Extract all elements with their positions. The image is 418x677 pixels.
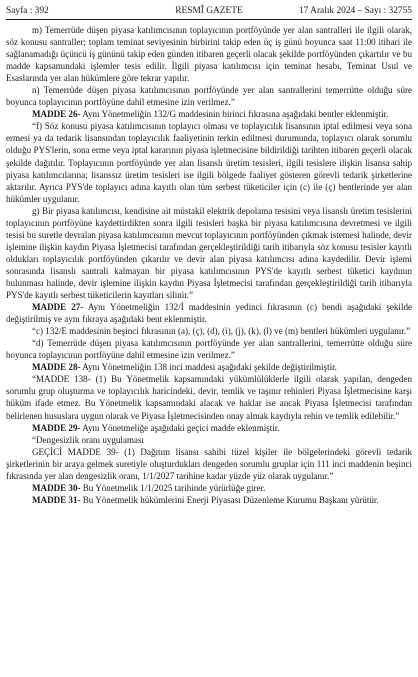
paragraph-item-c: “c) 132/E maddesinin beşinci fıkrasının (a), (ç), (d), (i), (j), (k), (l) ve (m) bentleri hükümleri uygulanır.” — [32, 326, 411, 337]
article-31-heading: MADDE 31- — [32, 494, 81, 505]
article-29: MADDE 29- Aynı Yönetmeliğe aşağıdaki geçici madde eklenmiştir. — [32, 422, 280, 433]
article-26-heading: MADDE 26- — [32, 109, 81, 120]
article-28-heading: MADDE 28- — [32, 362, 81, 373]
article-27: MADDE 27- Aynı Yönetmeliğin 132/İ maddesinin yedinci fıkrasının (c) bendi aşağıdaki şekilde değiştirilmiş ve aynı fıkraya aşağıdaki bent eklenmiştir. — [6, 302, 412, 325]
gazette-title: RESMÎ GAZETE — [175, 6, 243, 16]
provisional-article-title: “Dengesizlik oranı uygulaması — [32, 434, 145, 445]
paragraph-item-n: n) Temerrüde düşen piyasa katılımcısının portföyünde yer alan santrallerini temerrütte olduğu süre boyunca toplayıcının portföyüne dahil etmesine izin verilmez.” — [6, 85, 412, 108]
issue-date-number: 17 Aralık 2024 – Sayı : 32755 — [298, 6, 412, 16]
article-138-text: “MADDE 138- (1) Bu Yönetmelik kapsamındaki yükümlülüklerle ilgili olarak yapılan, dengeden sorumlu grup oluşturma ve toplayıcılık haricindeki, devir, temlik ve taşınır rehinleri Piyasa İşletmecisine karşı hüküm ifade etmez. Bu Yönetmelik kapsamındaki alacak ve haklar ise ancak Piyasa İşletmecisi tarafından belirlenen hususlara uygun olarak ve Piyasa İşletmecisinden onay almak kaydıyla rehin ve temlik edilebilir.” — [6, 374, 412, 421]
header-divider — [6, 19, 412, 20]
article-30: MADDE 30- Bu Yönetmelik 1/1/2025 tarihinde yürürlüğe girer. — [32, 482, 266, 493]
article-27-heading: MADDE 27- — [32, 302, 84, 313]
paragraph-item-g: g) Bir piyasa katılımcısı, kendisine ait müstakil elektrik depolama tesisini veya lisanslı üretim tesislerini toplayıcının portföyüne kaydettirdikten sonra ilgili tesisleri başka bir piyasa katılımcısına devretmesi ve ilgili tesisi bu suretle devralan piyasa katılımcısının mevcut toplayıcının portföyünden çıkmak istemesi halinde, devir işlemine ilişkin kaydın Piyasa İşletmecisi tarafından gerçekleştirildiği tarih itibarıyla söz konusu tesisler kayıtlı oldukları toplayıcılık portföyünden çıkarılır ve devir alan piyasa katılımcısı adına kaydedilir. Devir işlemi sonrasında lisanslı santrali kalmayan bir piyasa katılımcısının PYS'de kayıtlı serbest tüketici kaydının bulunması halinde, devir işlemine ilişkin kaydın Piyasa İşletmecisi tarafından gerçekleştirildiği tarih itibarıyla PYS'de kayıtlı serbest tüketicilerin kayıtları silinir.” — [6, 205, 412, 301]
document-body — [6, 24, 412, 506]
paragraph-item-d: “d) Temerrüde düşen piyasa katılımcısının portföyünde yer alan santrallerini, temerrütte olduğu süre boyunca toplayıcının portföyüne dahil etmesine izin verilmez.” — [6, 338, 412, 361]
provisional-article-39: GEÇİCİ MADDE 39- (1) Dağıtım lisansı sahibi tüzel kişiler ile bölgelerindeki görevli tedarik şirketlerinin bir araya gelmek suretiyle oluşturdukları dengeden sorumlu gruplar için 111 inci maddenin beşinci fıkrasında yer alan dengesizlik oranı, 1/1/2027 tarihine kadar yüzde yüz olarak uygulanır.” — [6, 446, 412, 481]
paragraph-item-f: “f) Söz konusu piyasa katılımcısının toplayıcı olması ve toplayıcılık lisansının iptal edilmesi veya sona ermesi ya da tedarik lisansından toplayıcılık faaliyetinin terkin edilmesi durumunda, toplayıcı olarak sorumlu olduğu PYS'lerin, sona erme veya iptal kararının piyasa işletmecisine bildirildiği tarihten itibaren geçerli olacak şekilde dağıtılır. Toplayıcının portföyünde yer alan lisanslı üretim tesisleri, ilgili tesislere ilişkin lisansa sahip piyasa katılımcılarına; lisanssız üretim tesisleri ise ilgili bölgede faaliyet gösteren görevli tedarik şirketlerine aktarılır. Ayrıca PYS'de toplayıcı adına kayıtlı olan tüm serbest tüketiciler için (c) ile (ç) bentlerinde yer alan hükümler uygulanır. — [6, 121, 412, 204]
article-29-heading: MADDE 29- — [32, 422, 81, 433]
page-header — [6, 4, 412, 18]
article-26: MADDE 26- Aynı Yönetmeliğin 132/G maddesinin birinci fıkrasına aşağıdaki bentler eklenmiştir. — [32, 109, 389, 120]
article-31: MADDE 31- Bu Yönetmelik hükümlerini Enerji Piyasası Düzenleme Kurumu Başkanı yürütür. — [32, 494, 379, 505]
page-number: Sayfa : 392 — [6, 6, 49, 16]
article-28: MADDE 28- Aynı Yönetmeliğin 138 inci maddesi aşağıdaki şekilde değiştirilmiştir. — [32, 362, 337, 373]
article-30-heading: MADDE 30- — [32, 482, 81, 493]
paragraph-item-m: m) Temerrüde düşen piyasa katılımcısının toplayıcının portföyünde yer alan santralleri ile ilgili olarak, söz konusu santraller; toplam teminat seviyesinin birbirini takip eden üç iş günü boyunca saat 11:00 itibari ile sağlanamadığı üçüncü iş gününü takip eden günden itibaren geçerli olacak şekilde portföyünden çıkartılır ve bu madde kapsamındaki işlemler tesis edilir. İlgili piyasa katılımcısı için teminat hesabı, Teminat Usul ve Esaslarında yer alan hükümlere göre tekrar yapılır. — [6, 25, 412, 84]
